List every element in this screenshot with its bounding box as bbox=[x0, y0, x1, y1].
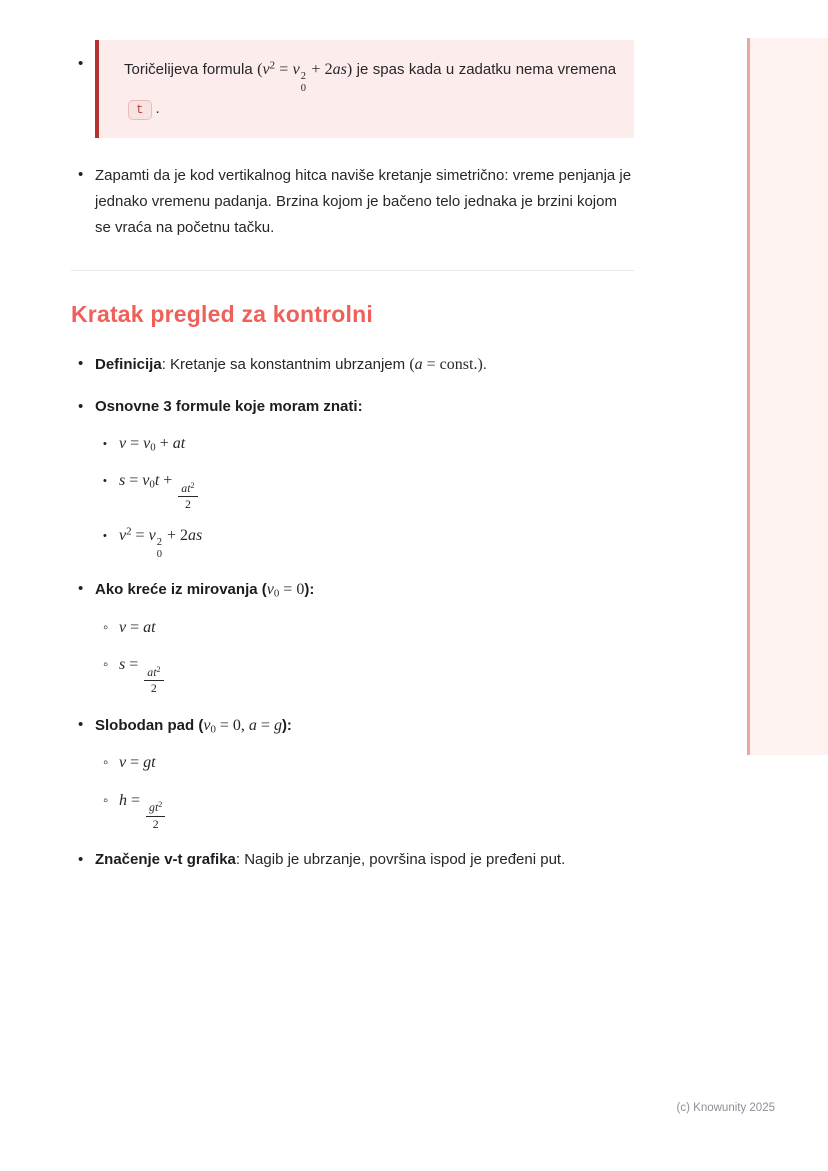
disc-bullet-icon: • bbox=[78, 397, 84, 415]
document-content bbox=[71, 40, 634, 873]
math-formula: $v = v_0$ + at bbox=[119, 434, 186, 454]
list-item-text bbox=[119, 788, 634, 832]
list-item bbox=[103, 788, 634, 832]
list-item bbox=[103, 431, 634, 457]
callout-list-item bbox=[71, 40, 634, 138]
divider bbox=[71, 270, 634, 271]
bold-text: ): bbox=[304, 581, 315, 599]
math-formula: h = $\frac{gt^2}{2}$ bbox=[119, 792, 167, 809]
math-formula: ($v^2 = v$ 2 0 + 2as) bbox=[257, 59, 353, 94]
bold-text: Definicija bbox=[95, 355, 162, 373]
math-formula: v = gt bbox=[119, 754, 156, 772]
side-margin-panel bbox=[747, 38, 828, 755]
list-item bbox=[71, 395, 634, 420]
summary-list bbox=[71, 352, 634, 873]
circle-bullet-icon: ◦ bbox=[103, 656, 109, 674]
circle-bullet-icon: ◦ bbox=[103, 618, 109, 636]
list-item-text: Definicija: Kretanje sa konstantnim ubrzanjem (a = const.). bbox=[95, 355, 487, 373]
disc-bullet-icon: • bbox=[78, 165, 84, 183]
callout-box bbox=[95, 40, 634, 138]
list-item-text bbox=[119, 652, 634, 696]
note-list-item bbox=[71, 163, 634, 241]
callout-text: Toričelijeva formula ($v^2 = v$ 2 0 + 2as) je spas kada u zadatku nema vremena t . bbox=[124, 54, 616, 124]
list-item bbox=[103, 615, 634, 641]
disc-bullet-icon: • bbox=[103, 529, 107, 542]
list-item-text bbox=[95, 577, 634, 603]
disc-bullet-icon: • bbox=[78, 715, 84, 733]
circle-bullet-icon: ◦ bbox=[103, 791, 109, 809]
bold-text: Osnovne 3 formule koje moram znati: bbox=[95, 397, 363, 415]
list-item-text bbox=[95, 395, 634, 420]
disc-bullet-icon: • bbox=[78, 580, 84, 598]
list-item bbox=[71, 713, 634, 739]
section-heading: Kratak pregled za kontrolni bbox=[71, 300, 373, 327]
math-formula: s = $\frac{at^2}{2}$ bbox=[119, 656, 166, 673]
list-item bbox=[103, 468, 634, 512]
list-item bbox=[103, 652, 634, 696]
list-item-text: Značenje v-t grafika: Nagib je ubrzanje, površina ispod je pređeni put. bbox=[95, 851, 566, 869]
list-item-text bbox=[119, 750, 634, 776]
math-formula: $v^2 = v$ 2 0 + 2as bbox=[119, 525, 203, 560]
bold-text: Značenje v-t grafika bbox=[95, 851, 236, 869]
bold-text: ): bbox=[281, 716, 292, 734]
list-item-text bbox=[119, 468, 634, 512]
math-formula: $v_0 = 0$, a = g bbox=[203, 716, 282, 736]
list-item bbox=[71, 352, 634, 378]
list-item-text bbox=[119, 523, 634, 560]
disc-bullet-icon: • bbox=[78, 55, 84, 72]
note-text: Zapamti da je kod vertikalnog hitca naviše kretanje simetrično: vreme penjanja je jednako vremenu padanja. Brzina kojom je bačeno telo jednaka je brzini kojom se vraća na početnu tačku. bbox=[95, 166, 632, 236]
inline-code-chip: t bbox=[128, 100, 152, 120]
list-item bbox=[71, 577, 634, 603]
circle-bullet-icon: ◦ bbox=[103, 754, 109, 772]
math-formula: $s = v_0t$ + $\frac{at^2}{2}$ bbox=[119, 472, 200, 489]
footer-credit: (c) Knowunity 2025 bbox=[676, 1102, 775, 1114]
math-formula: (a = const.) bbox=[409, 355, 483, 373]
list-item-text bbox=[95, 713, 634, 739]
list-item bbox=[103, 523, 634, 560]
bold-text: Ako kreće iz mirovanja ( bbox=[95, 581, 267, 599]
disc-bullet-icon: • bbox=[103, 437, 107, 450]
math-formula: v = at bbox=[119, 618, 156, 636]
list-item-text bbox=[119, 431, 634, 457]
list-item bbox=[71, 848, 634, 873]
list-item-text bbox=[119, 615, 634, 641]
disc-bullet-icon: • bbox=[78, 851, 84, 869]
disc-bullet-icon: • bbox=[78, 354, 84, 372]
disc-bullet-icon: • bbox=[103, 475, 107, 488]
bold-text: Slobodan pad ( bbox=[95, 716, 204, 734]
math-formula: $v_0 = 0$ bbox=[266, 581, 305, 600]
list-item bbox=[103, 750, 634, 776]
